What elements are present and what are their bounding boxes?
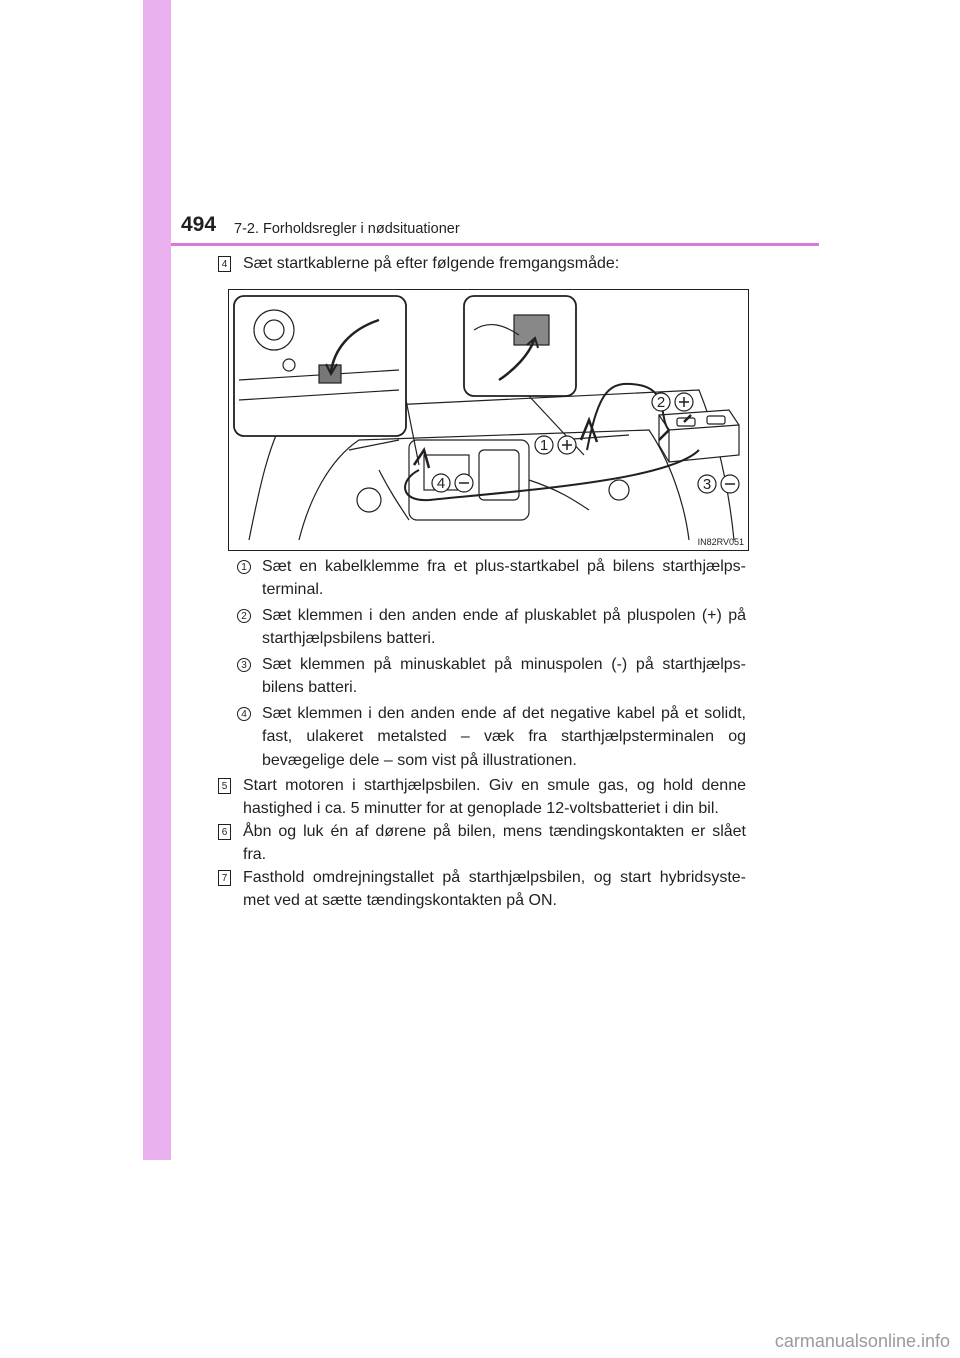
substep-number-4: 4	[237, 707, 251, 721]
step-badge-4: 4	[218, 256, 231, 272]
page-number: 494	[181, 213, 217, 236]
step-text-6: Åbn og luk én af dørene på bilen, mens tændingskontakten er slået fra.	[243, 823, 746, 864]
step-text-7: Fasthold omdrejningstallet på starthjælpsbilen, og start hybridsyste-met ved at sætte tændingskontakten på ON.	[243, 869, 746, 910]
jump-start-illustration	[228, 289, 749, 551]
substep-text-3: Sæt klemmen på minuskablet på minuspolen (-) på starthjælps-bilens batteri.	[262, 656, 746, 697]
substep-text-1: Sæt en kabelklemme fra et plus-startkabel på bilens starthjælps-terminal.	[262, 558, 746, 599]
step-badge-6: 6	[218, 824, 231, 840]
callout-1: 1	[539, 437, 549, 454]
callout-3: 3	[702, 476, 712, 493]
watermark: carmanualsonline.info	[774, 1331, 950, 1351]
step-text-4: Sæt startkablerne på efter følgende fremgangsmåde:	[243, 255, 620, 272]
substep-number-2: 2	[237, 609, 251, 623]
chapter-title: 7-2. Forholdsregler i nødsituationer	[234, 221, 460, 237]
callout-2: 2	[656, 394, 666, 411]
step-badge-7: 7	[218, 870, 231, 886]
substep-text-4: Sæt klemmen i den anden ende af det negative kabel på et solidt, fast, ulakeret metalsted – væk fra starthjælpsterminalen og bevægelige dele – som vist på illustrationen.	[262, 705, 746, 769]
step-text-5: Start motoren i starthjælpsbilen. Giv en smule gas, og hold denne hastighed i ca. 5 minutter for at genoplade 12-voltsbatteriet i din bil.	[243, 777, 746, 818]
figure-code: IN82RV051	[697, 537, 744, 547]
callout-4: 4	[436, 475, 446, 492]
header-rule	[171, 243, 819, 246]
side-tab	[143, 0, 171, 1160]
substep-number-1: 1	[237, 560, 251, 574]
substep-number-3: 3	[237, 658, 251, 672]
step-badge-5: 5	[218, 778, 231, 794]
substep-text-2: Sæt klemmen i den anden ende af pluskablet på pluspolen (+) på starthjælpsbilens batteri.	[262, 607, 746, 648]
